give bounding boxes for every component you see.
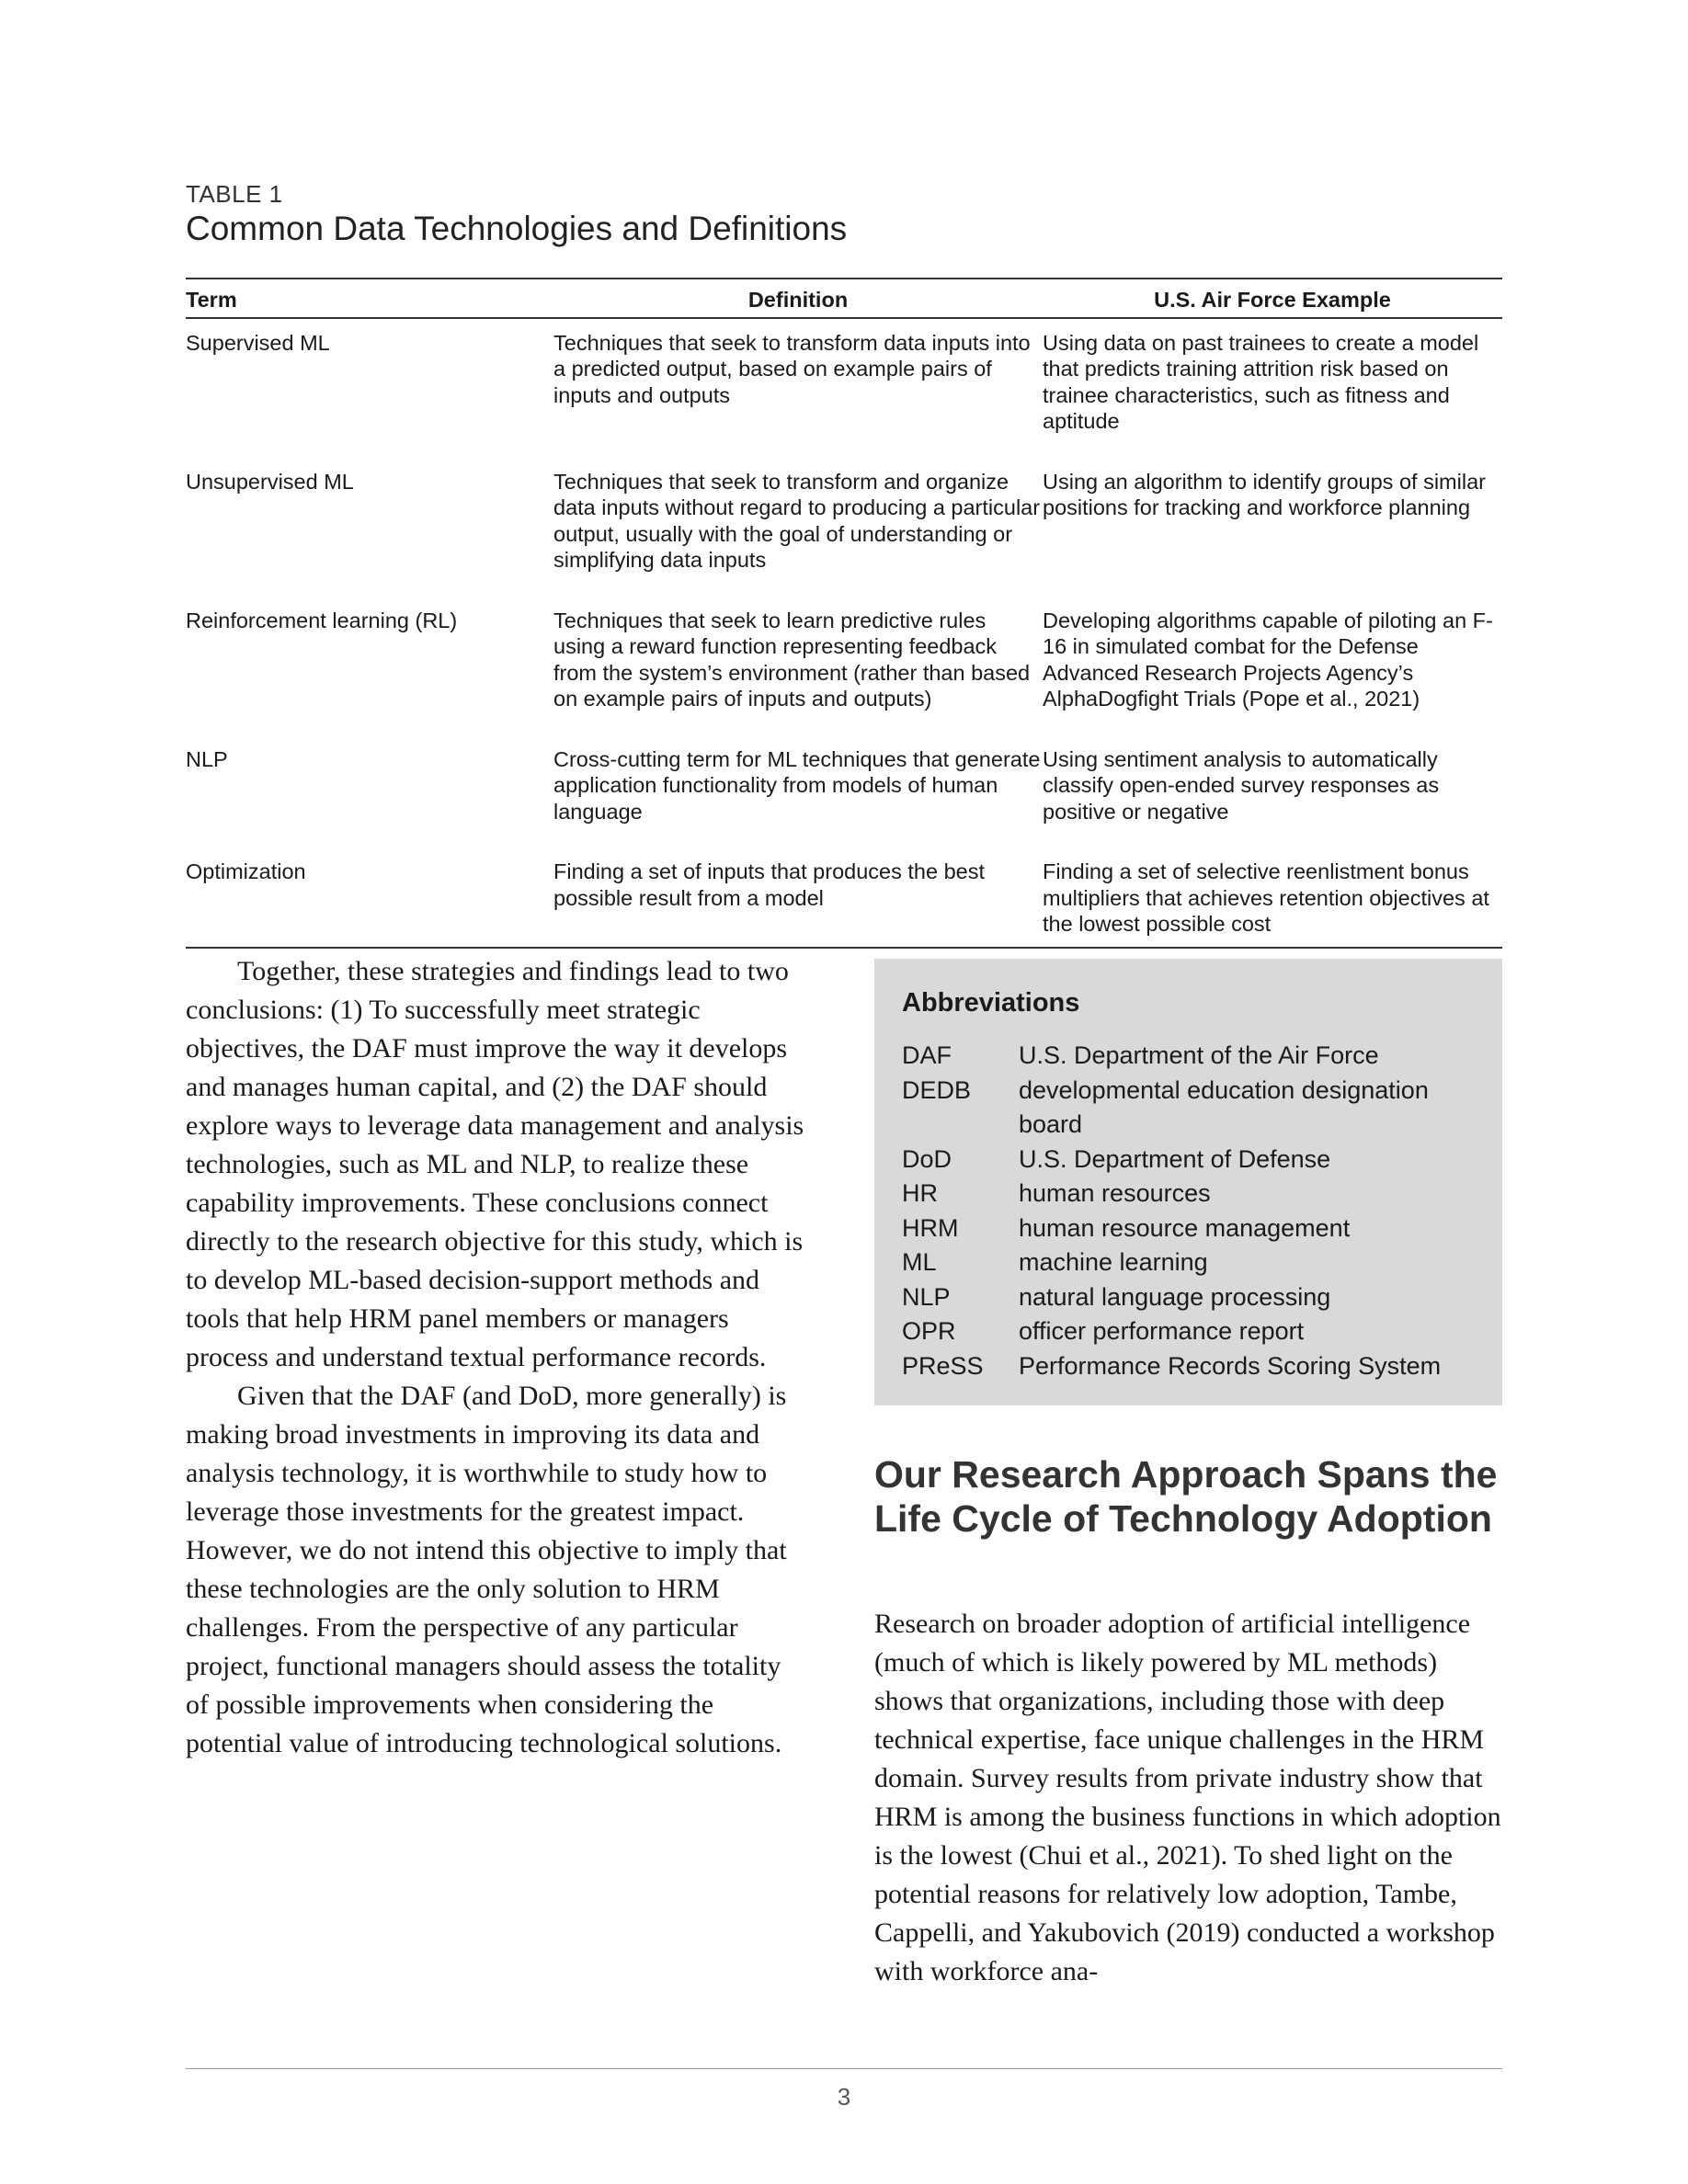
abbreviation-item bbox=[902, 1246, 1475, 1280]
abbreviation-item bbox=[902, 1039, 1475, 1074]
abbreviation-term: DEDB bbox=[902, 1075, 972, 1104]
cell-definition: Cross-cutting term for ML techniques that generate application functionality from models of human language bbox=[553, 746, 1041, 824]
table-row bbox=[186, 318, 1502, 458]
cell-term: Unsupervised ML bbox=[186, 469, 354, 494]
left-body-column bbox=[186, 952, 807, 1763]
cell-definition: Techniques that seek to transform and organize data inputs without regard to producing a particular output, usually with the goal of understanding or simplifying data inputs bbox=[553, 469, 1041, 572]
abbreviation-item bbox=[902, 1211, 1475, 1246]
abbreviation-term: DAF bbox=[902, 1041, 952, 1069]
table-row bbox=[186, 458, 1502, 597]
abbreviation-definition: U.S. Department of the Air Force bbox=[1019, 1041, 1379, 1069]
abbreviation-item bbox=[902, 1074, 1475, 1143]
header-definition: Definition bbox=[553, 279, 1043, 318]
abbreviation-item bbox=[902, 1314, 1475, 1349]
cell-example: Using data on past trainees to create a model that predicts training attrition risk based on trainee characteristics, such as fitness and aptitude bbox=[1043, 330, 1479, 433]
cell-term: Supervised ML bbox=[186, 330, 330, 355]
abbreviation-definition: human resources bbox=[1019, 1179, 1211, 1207]
abbreviation-definition: U.S. Department of Defense bbox=[1019, 1144, 1331, 1173]
page-number: 3 bbox=[837, 2083, 851, 2110]
body-paragraph: Together, these strategies and findings lead to two conclusions: (1) To successfully meet strategic objectives, the DAF must improve the way it develops and manages human capital, and (2) the DAF should explore ways to leverage data management and analysis technologies, such as ML and NLP, to realize these capability improvements. These conclusions connect directly to the research objective for this study, which is to develop ML-based decision-support methods and tools that help HRM panel members or managers process and understand textual performance records. bbox=[186, 956, 804, 1372]
table-header-row bbox=[186, 279, 1502, 318]
body-paragraph: Research on broader adoption of artificial intelligence (much of which is likely powered by ML methods) shows that organizations, including those with deep technical expertise, face unique challenges in the HRM domain. Survey results from private industry show that HRM is among the business functions in which adoption is the lowest (Chui et al., 2021). To shed light on the potential reasons for relatively low adoption, Tambe, Cappelli, and Yakubovich (2019) conducted a workshop with workforce ana- bbox=[874, 1609, 1501, 1986]
cell-definition: Finding a set of inputs that produces the best possible result from a model bbox=[553, 847, 1043, 948]
cell-example: Developing algorithms capable of piloting an F-16 in simulated combat for the Defense Advanced Research Projects Agency’s AlphaDogfight Trials (Pope et al., 2021) bbox=[1043, 608, 1493, 711]
abbreviations-title: Abbreviations bbox=[902, 988, 1080, 1018]
table-row bbox=[186, 735, 1502, 848]
abbreviation-definition: human resource management bbox=[1019, 1213, 1351, 1242]
cell-term: Optimization bbox=[186, 847, 553, 948]
abbreviation-definition: Performance Records Scoring System bbox=[1019, 1351, 1442, 1380]
abbreviation-definition: natural language processing bbox=[1019, 1282, 1331, 1311]
abbreviation-definition: machine learning bbox=[1019, 1248, 1208, 1276]
abbreviations-box bbox=[874, 959, 1502, 1405]
abbreviation-definition: officer performance report bbox=[1019, 1317, 1305, 1345]
cell-example: Using sentiment analysis to automatically classify open-ended survey responses as positive or negative bbox=[1043, 746, 1440, 824]
abbreviation-term: DoD bbox=[902, 1144, 952, 1173]
abbreviation-term: ML bbox=[902, 1248, 937, 1276]
abbreviation-term: PReSS bbox=[902, 1351, 984, 1380]
table-label: TABLE 1 bbox=[186, 180, 283, 208]
cell-example: Using an algorithm to identify groups of similar positions for tracking and workforce planning bbox=[1043, 469, 1486, 519]
body-paragraph: Given that the DAF (and DoD, more generally) is making broad investments in improving its data and analysis technology, it is worthwhile to study how to leverage those investments for the greatest impact. However, we do not intend this objective to imply that these technologies are the only solution to HRM challenges. From the perspective of any particular project, functional managers should assess the totality of possible improvements when considering the potential value of introducing technological solutions. bbox=[186, 1381, 787, 1758]
cell-definition: Techniques that seek to transform data inputs into a predicted output, based on example pairs of inputs and outputs bbox=[553, 330, 1031, 407]
header-term: Term bbox=[186, 279, 553, 318]
section-heading: Our Research Approach Spans the Life Cycle of Technology Adoption bbox=[874, 1453, 1498, 1540]
abbreviation-definition: developmental education designation board bbox=[1019, 1075, 1429, 1138]
abbreviation-term: NLP bbox=[902, 1282, 951, 1311]
table-title: Common Data Technologies and Definitions bbox=[186, 210, 848, 247]
definitions-table bbox=[186, 278, 1502, 949]
table-row bbox=[186, 597, 1502, 735]
abbreviation-term: HR bbox=[902, 1179, 938, 1207]
abbreviation-item bbox=[902, 1280, 1475, 1315]
abbreviation-term: HRM bbox=[902, 1213, 959, 1242]
cell-example: Finding a set of selective reenlistment bonus multipliers that achieves retention objectives at the lowest possible cost bbox=[1043, 847, 1502, 948]
header-example: U.S. Air Force Example bbox=[1043, 279, 1502, 318]
cell-definition: Techniques that seek to learn predictive rules using a reward function representing feedback from the system’s environment (rather than based on example pairs of inputs and outputs) bbox=[553, 608, 1031, 711]
abbreviation-item bbox=[902, 1177, 1475, 1211]
abbreviation-item bbox=[902, 1349, 1475, 1384]
right-body-column bbox=[874, 1605, 1502, 1991]
cell-term: Reinforcement learning (RL) bbox=[186, 608, 458, 632]
table-row bbox=[186, 847, 1502, 948]
cell-term: NLP bbox=[186, 746, 228, 771]
abbreviation-term: OPR bbox=[902, 1317, 956, 1345]
abbreviation-item bbox=[902, 1143, 1475, 1177]
footer-divider bbox=[186, 2068, 1502, 2069]
